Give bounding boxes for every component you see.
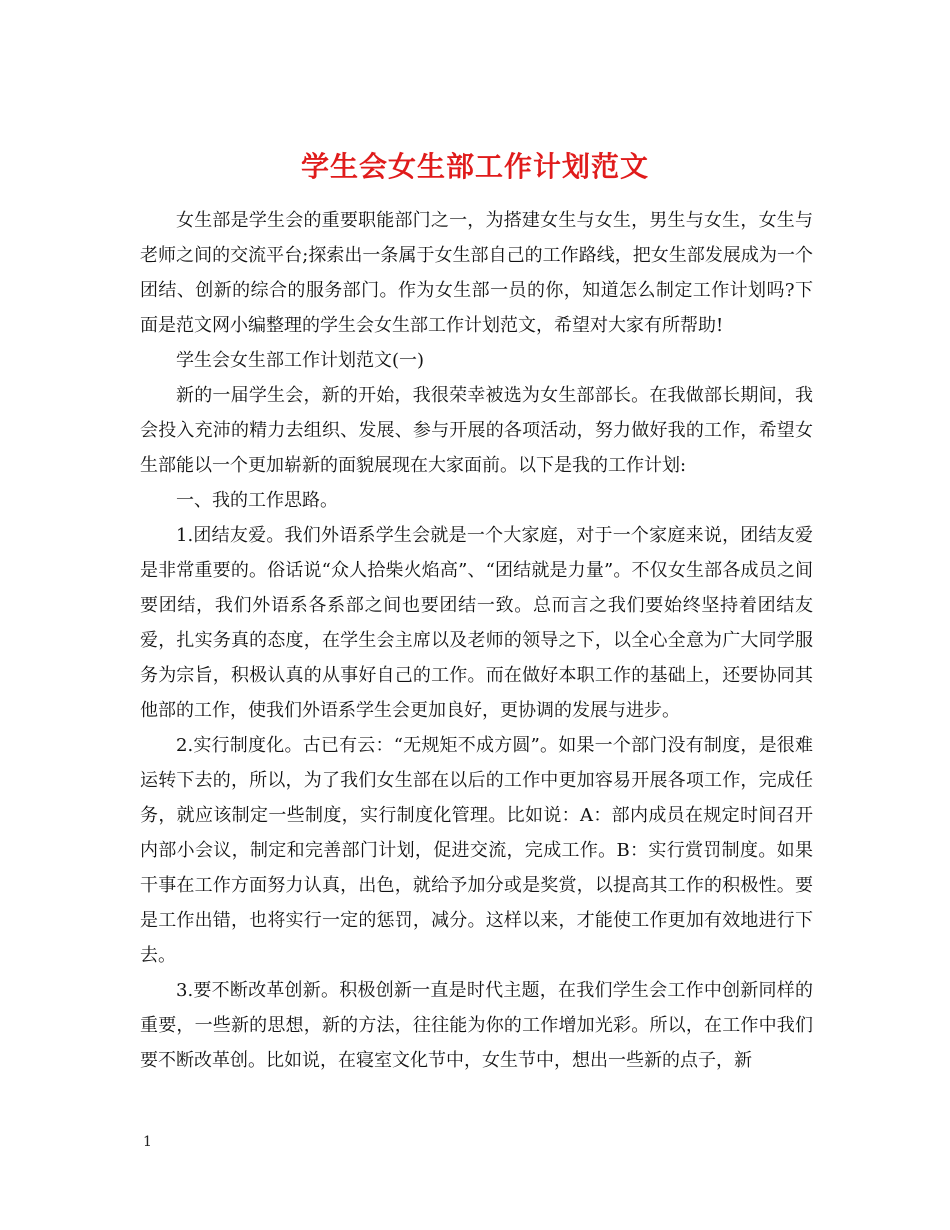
- document-title: 学生会女生部工作计划范文: [300, 149, 649, 183]
- intro-paragraph: 女生部是学生会的重要职能部门之一，为搭建女生与女生，男生与女生，女生与老师之间的交流平台;探索出一条属于女生部自己的工作路线，把女生部发展成为一个团结、创新的综合的服务部门。作为女生部一员的你，知道怎么制定工作计划吗?下面是范文网小编整理的学生会女生部工作计划范文，希望对大家有所帮助!: [140, 210, 813, 336]
- point-system-paragraph: 2.实行制度化。古已有云：“无规矩不成方圆”。如果一个部门没有制度，是很难运转下去的，所以，为了我们女生部在以后的工作中更加容易开展各项工作，完成任务，就应该制定一些制度，实行制度化管理。比如说：A：部内成员在规定时间召开内部小会议，制定和完善部门计划，促进交流，完成工作。B：实行赏罚制度。如果干事在工作方面努力认真，出色，就给予加分或是奖赏，以提高其工作的积极性。要是工作出错，也将实行一定的惩罚，减分。这样以来，才能使工作更加有效地进行下去。: [140, 735, 813, 966]
- section-heading: 学生会女生部工作计划范文(一): [176, 350, 425, 371]
- page-number: 1: [143, 1134, 152, 1150]
- document-body: [140, 203, 813, 1078]
- subheading-work-ideas: 一、我的工作思路。: [176, 490, 338, 511]
- point-unity-paragraph: 1.团结友爱。我们外语系学生会就是一个大家庭，对于一个家庭来说，团结友爱是非常重要的。俗话说“众人拾柴火焰高”、“团结就是力量”。不仅女生部各成员之间要团结，我们外语系各系部之间也要团结一致。总而言之我们要始终坚持着团结友爱，扎实务真的态度，在学生会主席以及老师的领导之下，以全心全意为广大同学服务为宗旨，积极认真的从事好自己的工作。而在做好本职工作的基础上，还要协同其他部的工作，使我们外语系学生会更加良好，更协调的发展与进步。: [140, 525, 813, 721]
- point-innovation-paragraph: 3.要不断改革创新。积极创新一直是时代主题，在我们学生会工作中创新同样的重要，一些新的思想，新的方法，往往能为你的工作增加光彩。所以，在工作中我们要不断改革创。比如说，在寝室文化节中，女生节中，想出一些新的点子，新: [140, 980, 813, 1071]
- opening-paragraph: 新的一届学生会，新的开始，我很荣幸被选为女生部部长。在我做部长期间，我会投入充沛的精力去组织、发展、参与开展的各项活动，努力做好我的工作，希望女生部能以一个更加崭新的面貌展现在大家面前。以下是我的工作计划:: [140, 385, 813, 476]
